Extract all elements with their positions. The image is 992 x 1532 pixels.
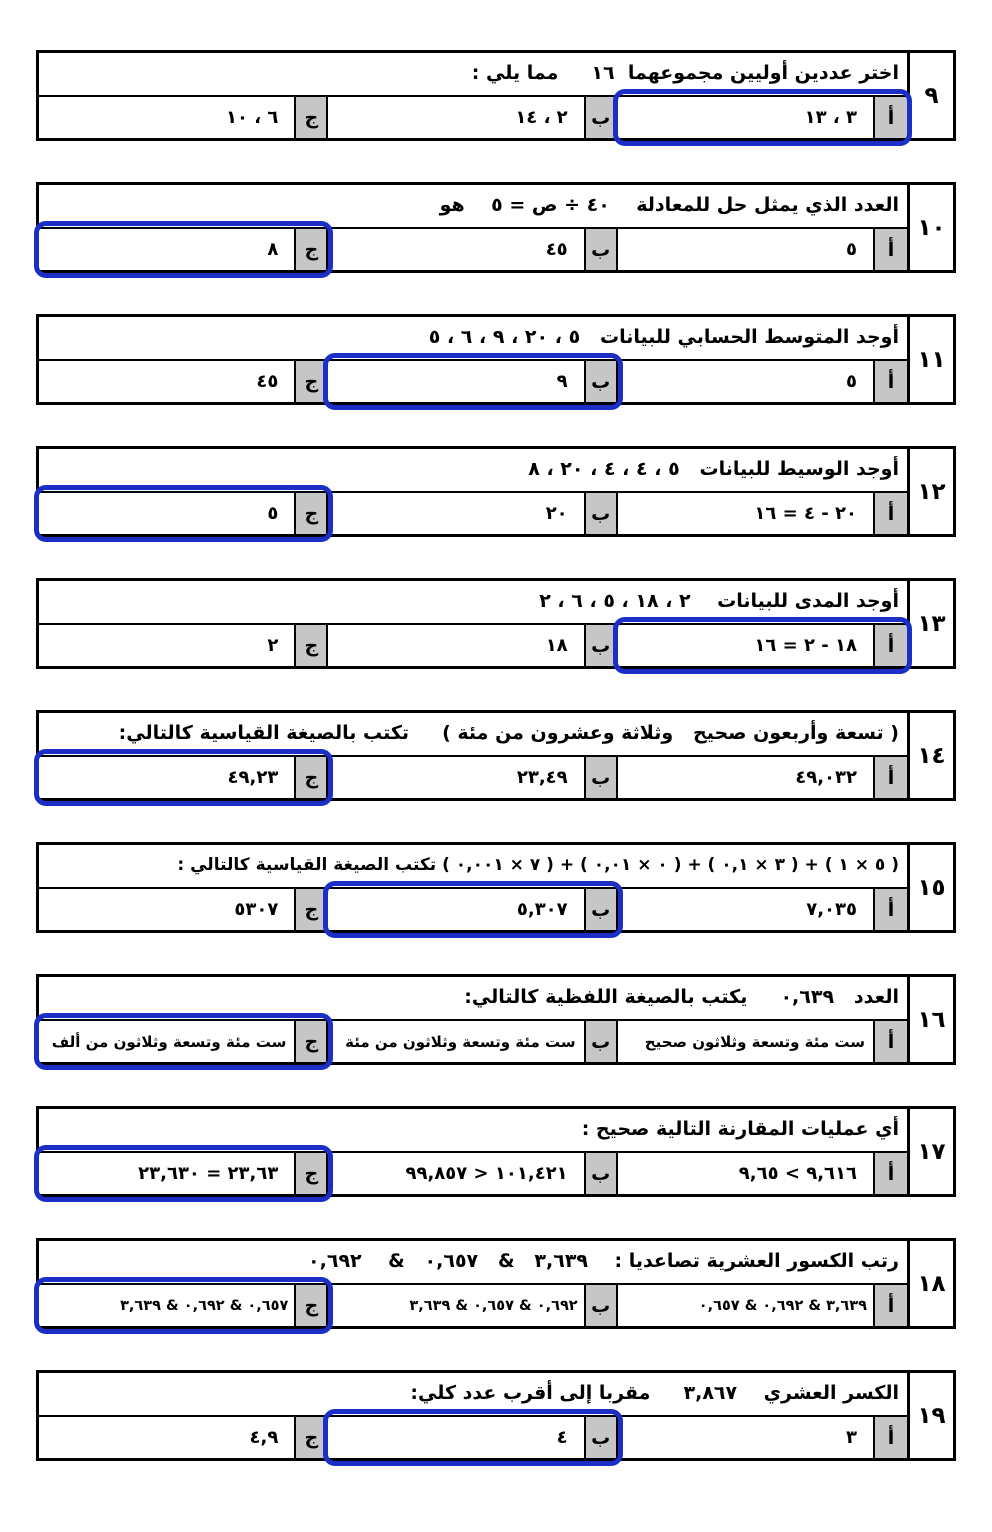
question-18-option-a[interactable] xyxy=(618,1285,907,1326)
question-19-option-b[interactable] xyxy=(328,1417,617,1458)
question-12-option-b[interactable] xyxy=(328,493,617,534)
option-letter-c: ج xyxy=(294,889,328,930)
option-value-a: ١٨ - ٢ = ١٦ xyxy=(754,635,857,656)
question-9-text: اختر عددين أوليين مجموعهما ١٦ مما يلي : xyxy=(39,53,907,97)
option-letter-c: ج xyxy=(294,1285,328,1326)
option-value-b: ٢٠ xyxy=(545,503,568,524)
question-10-number: ١٠ xyxy=(907,185,953,270)
option-value-c: ٢٣,٦٣ = ٢٣,٦٣٠ xyxy=(138,1163,279,1184)
option-letter-a: أ xyxy=(873,1417,907,1458)
question-12-block xyxy=(36,446,956,537)
option-letter-a: أ xyxy=(873,1153,907,1194)
option-letter-c: ج xyxy=(294,97,328,138)
question-11-option-b[interactable] xyxy=(328,361,617,402)
question-15-option-a[interactable] xyxy=(618,889,907,930)
option-value-c: ٤,٩ xyxy=(249,1427,279,1448)
option-value-c: ٥ xyxy=(267,503,279,524)
option-letter-b: ب xyxy=(584,757,618,798)
question-14-option-c[interactable] xyxy=(39,757,328,798)
option-value-a: ٣ ، ١٣ xyxy=(804,107,857,128)
question-14-number: ١٤ xyxy=(907,713,953,798)
question-17-option-b[interactable] xyxy=(328,1153,617,1194)
question-11-option-a[interactable] xyxy=(618,361,907,402)
question-9-option-b[interactable] xyxy=(328,97,617,138)
question-16-option-b[interactable] xyxy=(328,1021,617,1062)
option-letter-c: ج xyxy=(294,493,328,534)
question-9-option-a[interactable] xyxy=(618,97,907,138)
question-9-number: ٩ xyxy=(907,53,953,138)
option-letter-a: أ xyxy=(873,1285,907,1326)
question-14-text: ( تسعة وأربعون صحيح وثلاثة وعشرون من مئة ) تكتب بالصيغة القياسية كالتالي: xyxy=(39,713,907,757)
option-letter-c: ج xyxy=(294,757,328,798)
question-12-number: ١٢ xyxy=(907,449,953,534)
question-18-text: رتب الكسور العشرية تصاعديا : ٣,٦٣٩ & ٠,٦٥٧ & ٠,٦٩٢ xyxy=(39,1241,907,1285)
option-value-c: ٤٥ xyxy=(256,371,279,392)
option-letter-b: ب xyxy=(584,625,618,666)
option-value-a: ٤٩,٠٣٢ xyxy=(795,767,857,788)
option-value-b: ٤٥ xyxy=(545,239,568,260)
question-17-option-a[interactable] xyxy=(618,1153,907,1194)
option-value-a: ٧,٠٣٥ xyxy=(806,899,857,920)
option-value-a: ست مئة وتسعة وثلاثون صحيح xyxy=(644,1032,865,1051)
option-value-b: ٥,٣٠٧ xyxy=(516,899,568,920)
option-letter-c: ج xyxy=(294,1153,328,1194)
question-15-option-b[interactable] xyxy=(328,889,617,930)
option-letter-c: ج xyxy=(294,625,328,666)
question-19-number: ١٩ xyxy=(907,1373,953,1458)
question-14-block xyxy=(36,710,956,801)
question-10-block xyxy=(36,182,956,273)
option-letter-c: ج xyxy=(294,1021,328,1062)
question-15-option-c[interactable] xyxy=(39,889,328,930)
option-value-b: ٤ xyxy=(556,1427,568,1448)
option-value-a: ٣ xyxy=(846,1427,857,1448)
question-12-option-c[interactable] xyxy=(39,493,328,534)
option-value-a: ٢٠ - ٤ = ١٦ xyxy=(754,503,857,524)
option-value-c: ست مئة وتسعة وثلاثون من ألف xyxy=(51,1032,287,1051)
question-10-text: العدد الذي يمثل حل للمعادلة ٤٠ ÷ ص = ٥ هو xyxy=(39,185,907,229)
question-13-option-a[interactable] xyxy=(618,625,907,666)
option-letter-c: ج xyxy=(294,229,328,270)
option-letter-a: أ xyxy=(873,229,907,270)
option-value-a: ٥ xyxy=(846,239,857,260)
option-letter-b: ب xyxy=(584,97,618,138)
question-19-block xyxy=(36,1370,956,1461)
option-value-c: ٤٩,٢٣ xyxy=(227,767,279,788)
question-10-option-c[interactable] xyxy=(39,229,328,270)
question-18-option-c[interactable] xyxy=(39,1285,328,1326)
option-value-c: ٠,٦٥٧ & ٠,٦٩٢ & ٣,٦٣٩ xyxy=(120,1297,289,1314)
option-value-b: ١٠١,٤٢١ < ٩٩,٨٥٧ xyxy=(405,1163,568,1184)
option-letter-a: أ xyxy=(873,757,907,798)
option-letter-a: أ xyxy=(873,97,907,138)
option-value-b: ٩ xyxy=(556,371,568,392)
question-11-text: أوجد المتوسط الحسابي للبيانات ٥ ، ٢٠ ، ٩ ، ٦ ، ٥ xyxy=(39,317,907,361)
question-17-text: أي عمليات المقارنة التالية صحيح : xyxy=(39,1109,907,1153)
option-letter-b: ب xyxy=(584,1285,618,1326)
option-value-b: ٢٣,٤٩ xyxy=(516,767,568,788)
question-13-number: ١٣ xyxy=(907,581,953,666)
question-17-number: ١٧ xyxy=(907,1109,953,1194)
option-letter-a: أ xyxy=(873,1021,907,1062)
question-19-option-a[interactable] xyxy=(618,1417,907,1458)
question-17-block xyxy=(36,1106,956,1197)
question-13-option-c[interactable] xyxy=(39,625,328,666)
question-13-text: أوجد المدى للبيانات ٢ ، ١٨ ، ٥ ، ٦ ، ٢ xyxy=(39,581,907,625)
question-18-option-b[interactable] xyxy=(328,1285,617,1326)
question-10-option-a[interactable] xyxy=(618,229,907,270)
option-letter-a: أ xyxy=(873,889,907,930)
option-value-a: ٥ xyxy=(846,371,857,392)
question-15-block xyxy=(36,842,956,933)
question-14-option-b[interactable] xyxy=(328,757,617,798)
question-19-option-c[interactable] xyxy=(39,1417,328,1458)
option-letter-c: ج xyxy=(294,1417,328,1458)
option-letter-b: ب xyxy=(584,229,618,270)
option-letter-b: ب xyxy=(584,1417,618,1458)
option-letter-b: ب xyxy=(584,493,618,534)
question-12-option-a[interactable] xyxy=(618,493,907,534)
question-14-option-a[interactable] xyxy=(618,757,907,798)
question-9-option-c[interactable] xyxy=(39,97,328,138)
option-value-a: ٣,٦٣٩ & ٠,٦٩٢ & ٠,٦٥٧ xyxy=(698,1297,867,1314)
option-value-b: ١٨ xyxy=(545,635,568,656)
question-13-option-b[interactable] xyxy=(328,625,617,666)
question-18-block xyxy=(36,1238,956,1329)
option-value-c: ٦ ، ١٠ xyxy=(225,107,279,128)
question-13-block xyxy=(36,578,956,669)
question-16-number: ١٦ xyxy=(907,977,953,1062)
question-16-text: العدد ٠,٦٣٩ يكتب بالصيغة اللفظية كالتالي: xyxy=(39,977,907,1021)
question-15-text: ( ٥ × ١ ) + ( ٣ × ٠,١ ) + ( ٠ × ٠,٠١ ) + ( ٧ × ٠,٠٠١ ) تكتب الصيغة القياسية كالتالي : xyxy=(39,845,907,889)
question-18-number: ١٨ xyxy=(907,1241,953,1326)
question-11-option-c[interactable] xyxy=(39,361,328,402)
question-11-block xyxy=(36,314,956,405)
option-letter-a: أ xyxy=(873,625,907,666)
option-letter-b: ب xyxy=(584,361,618,402)
option-value-c: ٨ xyxy=(267,239,279,260)
option-letter-a: أ xyxy=(873,493,907,534)
question-9-block xyxy=(36,50,956,141)
option-letter-c: ج xyxy=(294,361,328,402)
option-value-b: ٢ ، ١٤ xyxy=(515,107,568,128)
question-17-option-c[interactable] xyxy=(39,1153,328,1194)
option-letter-b: ب xyxy=(584,889,618,930)
option-value-b: ست مئة وتسعة وثلاثون من مئة xyxy=(345,1032,576,1051)
question-15-number: ١٥ xyxy=(907,845,953,930)
question-12-text: أوجد الوسيط للبيانات ٥ ، ٤ ، ٤ ، ٢٠ ، ٨ xyxy=(39,449,907,493)
option-value-c: ٢ xyxy=(267,635,279,656)
question-11-number: ١١ xyxy=(907,317,953,402)
option-value-b: ٠,٦٩٢ & ٠,٦٥٧ & ٣,٦٣٩ xyxy=(409,1297,578,1314)
question-16-option-a[interactable] xyxy=(618,1021,907,1062)
question-16-block xyxy=(36,974,956,1065)
question-16-option-c[interactable] xyxy=(39,1021,328,1062)
option-value-a: ٩,٦١٦ > ٩,٦٥ xyxy=(738,1163,857,1184)
option-letter-a: أ xyxy=(873,361,907,402)
option-value-c: ٥٣٠٧ xyxy=(234,899,279,920)
option-letter-b: ب xyxy=(584,1153,618,1194)
option-letter-b: ب xyxy=(584,1021,618,1062)
question-10-option-b[interactable] xyxy=(328,229,617,270)
question-19-text: الكسر العشري ٣,٨٦٧ مقربا إلى أقرب عدد كلي: xyxy=(39,1373,907,1417)
